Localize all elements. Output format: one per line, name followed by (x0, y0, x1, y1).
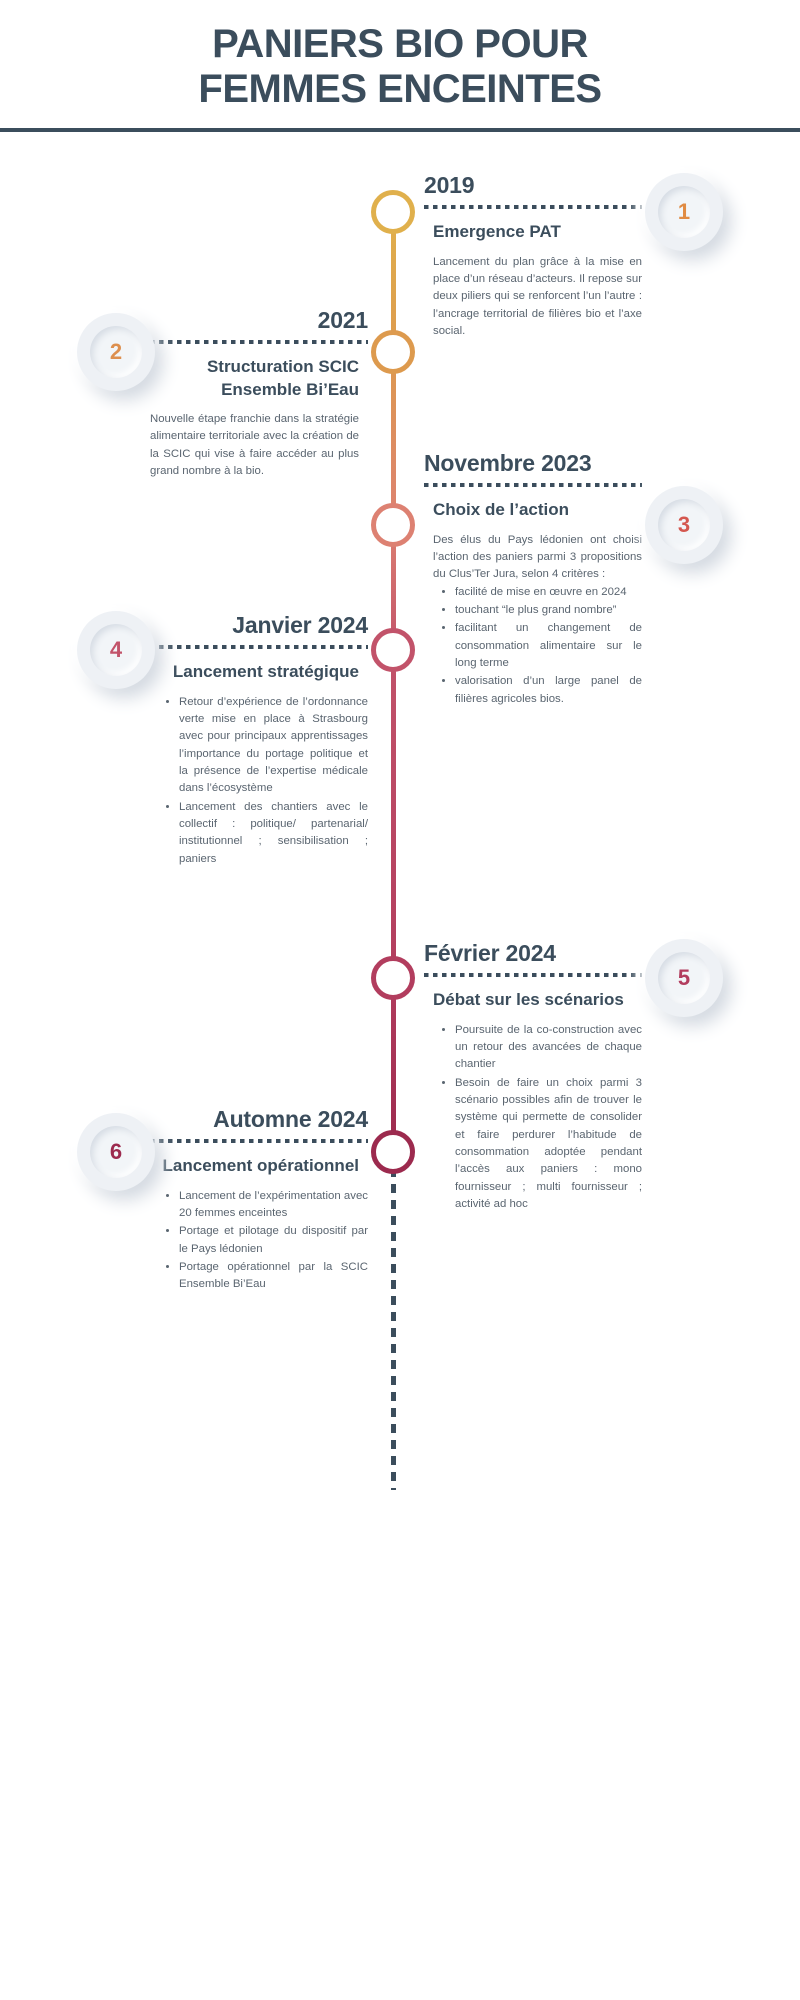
entry-bullet-item: • touchant “le plus grand nombre” (455, 602, 642, 619)
timeline-node-4 (371, 628, 415, 672)
step-badge-number: 5 (658, 952, 710, 1004)
timeline-node-1 (371, 190, 415, 234)
timeline-entry-1 (424, 172, 642, 340)
step-badge-3[interactable] (645, 486, 723, 564)
entry-dotted-connector (150, 1139, 368, 1143)
timeline-spine-tail (391, 1152, 396, 1490)
timeline-node-5 (371, 956, 415, 1000)
entry-subtitle: Choix de l’action (433, 500, 570, 520)
step-badge-5[interactable] (645, 939, 723, 1017)
timeline-entry-2 (150, 307, 368, 480)
step-badge-2[interactable] (77, 313, 155, 391)
step-badge-number: 2 (90, 326, 142, 378)
entry-dotted-connector (424, 205, 642, 209)
entry-bullet-item: • Besoin de faire un choix parmi 3 scénario possibles afin de trouver le système qui permette de consolider et faire perdurer l’habitude de consommation adoptée pendant l’accès aux paniers : mono fournisseur ; multi fournisseur ; activité ad hoc (455, 1075, 642, 1214)
page-title-line-1: PANIERS BIO POUR (212, 22, 588, 66)
entry-bullet-item: • facilité de mise en œuvre en 2024 (455, 584, 642, 601)
entry-subtitle: Lancement opérationnel (162, 1156, 359, 1176)
step-badge-4[interactable] (77, 611, 155, 689)
page-title-line-2: FEMMES ENCEINTES (198, 66, 602, 111)
timeline-node-3 (371, 503, 415, 547)
entry-subtitle: Emergence PAT (433, 222, 561, 242)
entry-bullet-list (433, 584, 642, 708)
timeline-entry-4 (150, 612, 368, 869)
header-divider (0, 128, 800, 132)
entry-subtitle: Débat sur les scénarios (433, 990, 624, 1010)
step-badge-1[interactable] (645, 173, 723, 251)
entry-bullet-item: • Lancement des chantiers avec le collectif : politique/ partenarial/ institutionnel ; sensibilisation ; paniers (179, 799, 368, 868)
entry-dotted-connector (424, 483, 642, 487)
entry-bullet-item: • Retour d’expérience de l’ordonnance verte mise en place à Strasbourg avec pour principaux apprentissages l’importance du portage politique et la présence de l’expertise médicale dans l’écosystème (179, 694, 368, 798)
page-title (60, 22, 740, 112)
timeline-node-6 (371, 1130, 415, 1174)
entry-subtitle: Lancement stratégique (172, 662, 359, 682)
entry-bullet-item: • valorisation d’un large panel de filières agricoles bios. (455, 673, 642, 708)
timeline-entry-3 (424, 450, 642, 709)
step-badge-number: 6 (90, 1126, 142, 1178)
entry-bullet-item: • Lancement de l’expérimentation avec 20 femmes enceintes (179, 1188, 368, 1223)
entry-bullet-list (159, 694, 368, 868)
timeline-entry-5 (424, 940, 642, 1214)
entry-dotted-connector (150, 340, 368, 344)
entry-dotted-connector (150, 645, 368, 649)
entry-body: Nouvelle étape franchie dans la stratégie alimentaire territoriale avec la création de la SCIC qui vise à faire accéder au plus grand nombre à la bio. (150, 413, 359, 478)
entry-date: Février 2024 (424, 940, 556, 966)
timeline-spine-segment (391, 650, 396, 978)
entry-bullet-item: • Portage opérationnel par la SCIC Ensemble Bi’Eau (179, 1259, 368, 1294)
step-badge-number: 4 (90, 624, 142, 676)
entry-date: 2019 (424, 172, 475, 198)
step-badge-number: 3 (658, 499, 710, 551)
step-badge-number: 1 (658, 186, 710, 238)
entry-date: Automne 2024 (213, 1106, 368, 1132)
entry-date: Novembre 2023 (424, 450, 592, 476)
timeline-spine-segment (391, 352, 396, 525)
entry-bullet-item: • facilitant un changement de consommation alimentaire sur le long terme (455, 620, 642, 672)
entry-bullet-list (159, 1188, 368, 1294)
entry-dotted-connector (424, 973, 642, 977)
timeline-node-2 (371, 330, 415, 374)
page-header (0, 0, 800, 112)
entry-body: Des élus du Pays lédonien ont choisi l’action des paniers parmi 3 propositions du Clus’Ter Jura, selon 4 critères : (433, 533, 642, 581)
timeline-entry-6 (150, 1106, 368, 1295)
entry-subtitle: Structuration SCIC Ensemble Bi’Eau (206, 357, 359, 399)
step-badge-6[interactable] (77, 1113, 155, 1191)
timeline-spine-segment (391, 978, 396, 1152)
entry-bullet-list (433, 1022, 642, 1214)
entry-bullet-item: • Poursuite de la co-construction avec un retour des avancées de chaque chantier (455, 1022, 642, 1074)
entry-body: Lancement du plan grâce à la mise en place d’un réseau d’acteurs. Il repose sur deux piliers qui se renforcent l’un l’autre : l’ancrage territorial de filières bio et l’axe social. (433, 255, 642, 337)
entry-date: 2021 (317, 307, 368, 333)
entry-bullet-item: • Portage et pilotage du dispositif par le Pays lédonien (179, 1223, 368, 1258)
entry-date: Janvier 2024 (232, 612, 368, 638)
